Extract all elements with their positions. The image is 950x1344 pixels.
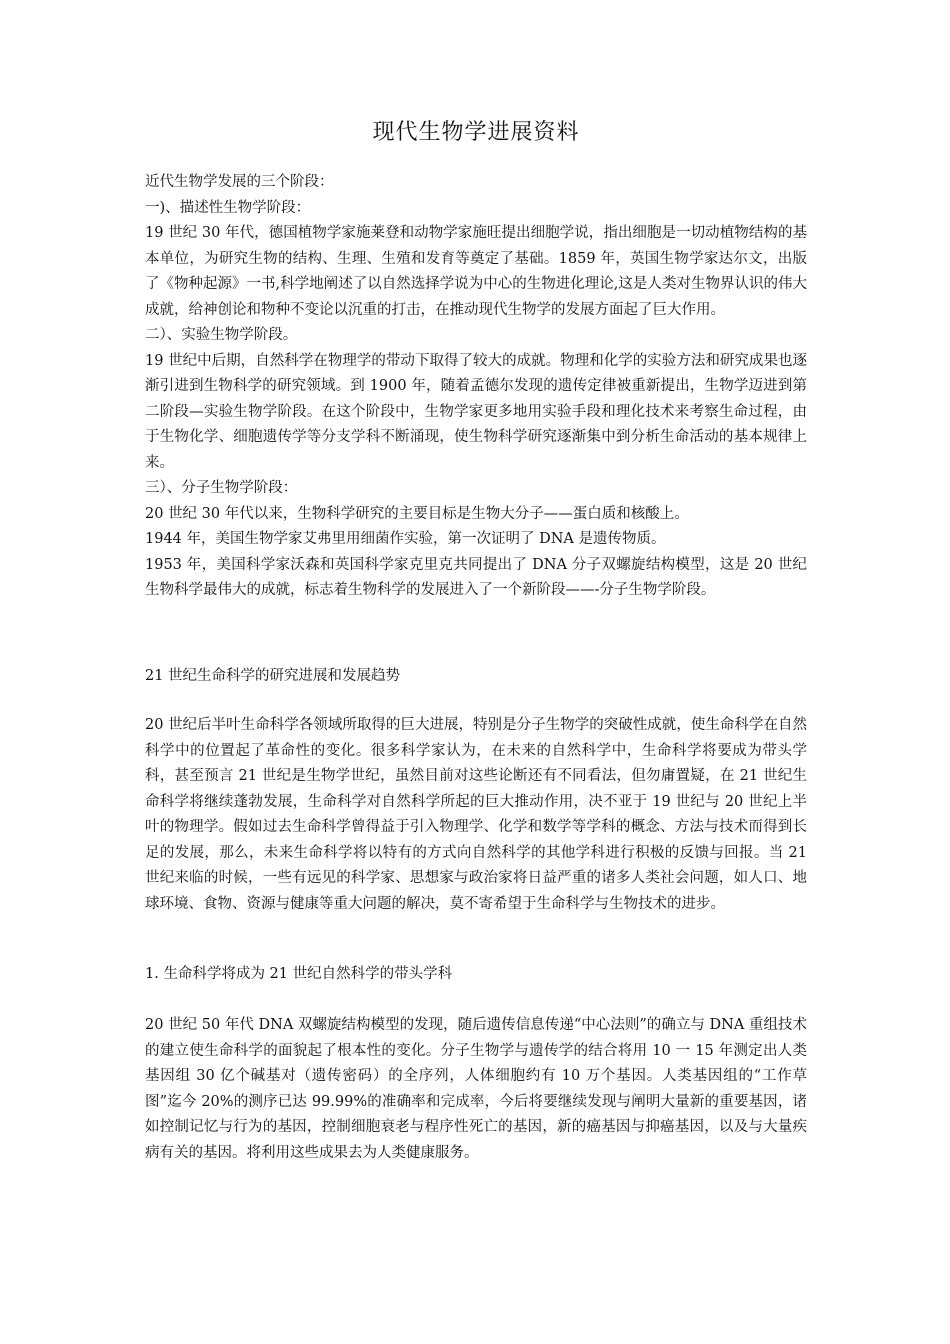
- document-title: 现代生物学进展资料: [372, 120, 580, 145]
- stage2-heading: 二）、实验生物学阶段。: [145, 327, 298, 343]
- leading-discipline-paragraph: [145, 1013, 807, 1166]
- trends-heading: 21 世纪生命科学的研究进展和发展趋势: [145, 668, 401, 684]
- stage1-heading: 一)、描述性生物学阶段：: [145, 199, 311, 216]
- trends-text: 20 世纪后半叶生命科学各领域所取得的巨大进展，特别是分子生物学的突破性成就，使生命科学在自然科学中的位置起了革命性的变化。很多科学家认为，在未来的自然科学中，生命科学将要成为带头学科，甚至预言 21 世纪是生物学世纪，虽然目前对这些论断还有不同看法，但勿庸置疑，在 21 世纪生命科学将继续蓬勃发展，生命科学对自然科学所起的巨大推动作用，决不亚于 19 世纪与 20 世纪上半叶的物理学。假如过去生命科学曾得益于引入物理学、化学和数学等学科的概念、方法与技术而得到长足的发展，那么，未来生命科学将以特有的方式向自然科学的其他学科进行积极的反馈与回报。当 21 世纪来临的时候，一些有远见的科学家、思想家与政治家将日益严重的诸多人类社会问题，如人口、地球环境、食物、资源与健康等重大问题的解决，莫不寄希望于生命科学与生物技术的进步。: [145, 717, 807, 912]
- stages-section: [145, 170, 807, 604]
- stage3-paragraph-2: 1944 年，美国生物学家艾弗里用细菌作实验，第一次证明了 DNA 是遗传物质。: [145, 531, 666, 547]
- stages-intro: 近代生物学发展的三个阶段：: [145, 174, 334, 190]
- stage1-paragraph: 19 世纪 30 年代，德国植物学家施莱登和动物学家施旺提出细胞学说，指出细胞是一切动植物结构的基本单位，为研究生物的结构、生理、生殖和发育等奠定了基础。1859 年，英国生物学家达尔文，出版了《物种起源》一书,科学地阐述了以自然选择学说为中心的生物进化理论,这是人类对生物界认识的伟大成就，给神创论和物种不变论以沉重的打击，在推动现代生物学的发展方面起了巨大作用。: [145, 225, 807, 318]
- stage2-paragraph: 19 世纪中后期，自然科学在物理学的带动下取得了较大的成就。物理和化学的实验方法和研究成果也逐渐引进到生物科学的研究领域。到 1900 年，随着孟德尔发现的遗传定律被重新提出，生物学迈进到第二阶段—实验生物学阶段。在这个阶段中，生物学家更多地用实验手段和理化技术来考察生命过程，由于生物化学、细胞遗传学等分支学科不断涌现，使生物科学研究逐渐集中到分析生命活动的基本规律上来。: [145, 352, 807, 471]
- leading-discipline-text: 20 世纪 50 年代 DNA 双螺旋结构模型的发现，随后遗传信息传递“中心法则”的确立与 DNA 重组技术的建立使生命科学的面貌起了根本性的变化。分子生物学与遗传学的结合将用 10 一 15 年测定出人类基因组 30 亿个碱基对（遗传密码）的全序列，人体细胞约有 10 万个基因。人类基因组的“工作草图”迄今 20%的测序已达 99.99%的准确率和完成率，今后将要继续发现与阐明大量新的重要基因，诸如控制记忆与行为的基因，控制细胞衰老与程序性死亡的基因，新的癌基因与抑癌基因，以及与大量疾病有关的基因。将利用这些成果去为人类健康服务。: [145, 1017, 807, 1161]
- stage3-heading: 三）、分子生物学阶段：: [145, 480, 298, 496]
- stage3-paragraph-3: 1953 年，美国科学家沃森和英国科学家克里克共同提出了 DNA 分子双螺旋结构模型，这是 20 世纪生物科学最伟大的成就，标志着生物科学的发展进入了一个新阶段——-分子生物学阶段。: [145, 556, 807, 598]
- stage3-paragraph-1: 20 世纪 30 年代以来，生物科学研究的主要目标是生物大分子——蛋白质和核酸上。: [145, 505, 689, 522]
- leading-discipline-heading: 1. 生命科学将成为 21 世纪自然科学的带头学科: [145, 966, 453, 982]
- trends-paragraph: [145, 713, 807, 917]
